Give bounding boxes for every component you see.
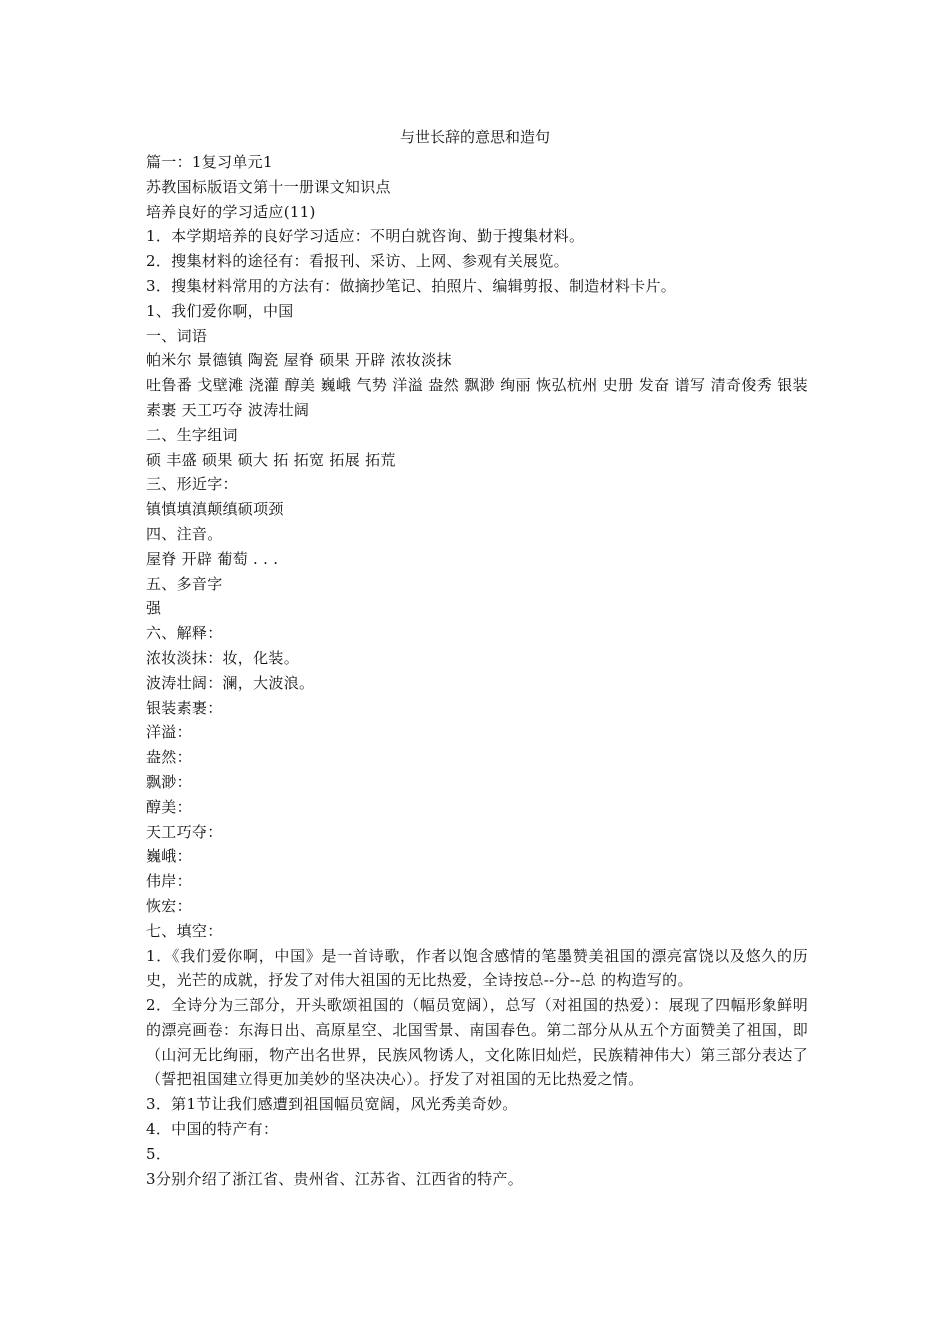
text-line: 恢宏： [146,896,192,915]
text-line: 洋溢： [146,723,192,742]
text-line: 醇美： [146,797,192,816]
text-line: 2．搜集材料的途径有：看报刊、采访、上网、参观有关展览。 [146,252,569,271]
text-line: 3．搜集材料常用的方法有：做摘抄笔记、拍照片、编辑剪报、制造材料卡片。 [146,276,677,295]
text-paragraph: 2．全诗分为三部分，开头歌颂祖国的（幅员宽阔），总写（对祖国的热爱）：展现了四幅形象鲜明的漂亮画卷：东海日出、高原星空、北国雪景、南国春色。第二部分从从五个方面赞美了祖国，即（山河无比绚丽，物产出名世界，民族风物诱人，文化陈旧灿烂，民族精神伟大）第三部分表达了（誓把祖国建立得更加美妙的坚决决心）。抒发了对祖国的无比热爱之情。 [146,996,808,1089]
text-paragraph: 吐鲁番 戈壁滩 浇灌 醇美 巍峨 气势 洋溢 盎然 飘渺 绚丽 恢弘杭州 史册 发奋 谱写 清奇俊秀 银装素裹 天工巧夺 波涛壮阔 [146,376,808,419]
section-heading: 五、多音字 [146,574,223,593]
section-heading: 六、解释： [146,624,223,643]
document-title: 与世长辞的意思和造句 [399,128,550,146]
text-line: 1、我们爱你啊，中国 [146,301,294,320]
text-line: 培养良好的学习适应(11) [146,202,316,221]
section-heading: 四、注音。 [146,524,223,543]
text-line: 强 [146,599,162,618]
text-line: 盎然： [146,748,192,767]
text-line: 天工巧夺： [146,822,223,841]
text-line: 帕米尔 景德镇 陶瓷 屋脊 硕果 开辟 浓妆淡抹 [146,351,452,370]
text-line: 浓妆淡抹：妆，化装。 [146,648,300,667]
text-line: 3分别介绍了浙江省、贵州省、江苏省、江西省的特产。 [146,1169,524,1188]
text-line: 4．中国的特产有： [146,1120,279,1139]
section-heading: 二、生字组词 [146,425,238,444]
text-line: 3．第1节让我们感遭到祖国幅员宽阔，风光秀美奇妙。 [146,1095,518,1114]
section-heading: 一、词语 [146,326,208,345]
text-line: 硕 丰盛 硕果 硕大 拓 拓宽 拓展 拓荒 [146,450,396,469]
text-line: 伟岸： [146,872,192,891]
section-heading: 七、填空： [146,921,223,940]
text-line: 飘渺： [146,772,192,791]
text-line: 篇一：1复习单元1 [146,153,273,171]
text-paragraph: 1．《我们爱你啊，中国》是一首诗歌，作者以饱含感情的笔墨赞美祖国的漂亮富饶以及悠久的历史，光芒的成就，抒发了对伟大祖国的无比热爱，全诗按总--分--总 的构造写的。 [146,946,808,990]
text-line: 5． [146,1144,172,1163]
section-heading: 三、形近字： [146,475,238,494]
text-line: 屋脊 开辟 葡萄 . . . [146,549,279,568]
text-line: 苏教国标版语文第十一册课文知识点 [146,177,391,196]
text-line: 银装素裹： [146,698,223,717]
text-line: 镇慎填滇颠缜硕项颈 [146,500,284,519]
text-line: 巍峨： [146,847,192,866]
document-body [146,150,808,1191]
text-line: 波涛壮阔：澜，大波浪。 [146,673,315,692]
text-line: 1．本学期培养的良好学习适应：不明白就咨询、勤于搜集材料。 [146,227,585,246]
